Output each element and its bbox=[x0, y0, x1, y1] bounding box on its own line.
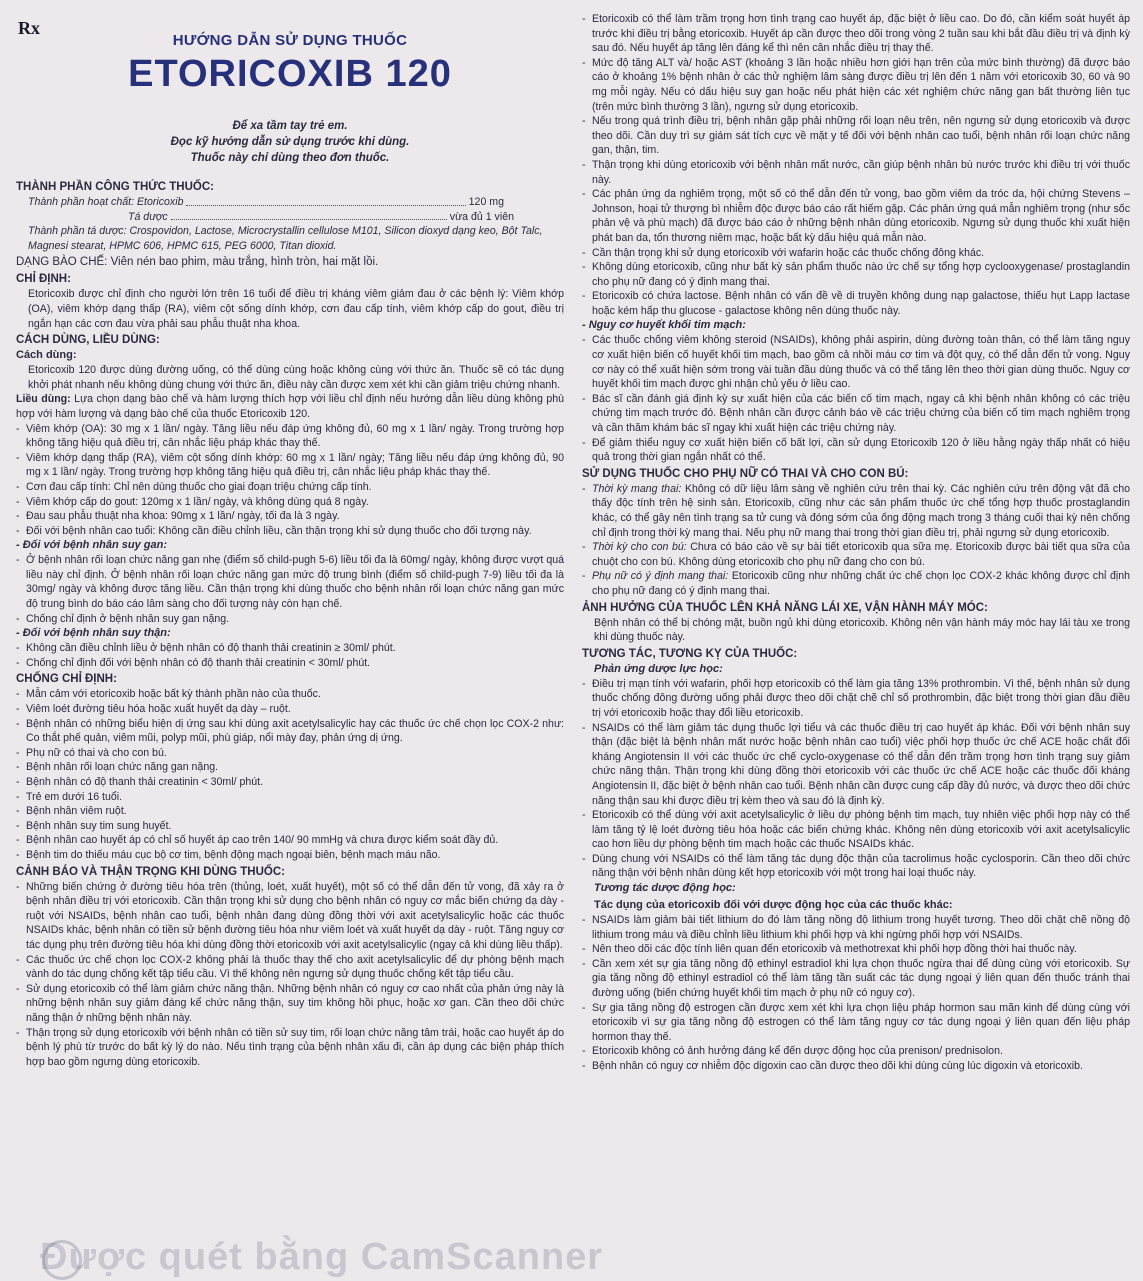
warning-line: Đọc kỹ hướng dẫn sử dụng trước khi dùng. bbox=[170, 136, 410, 148]
list-item bbox=[582, 333, 1130, 391]
cv-risk-title: - Nguy cơ huyết khối tim mạch: bbox=[582, 319, 746, 332]
list-item bbox=[16, 1026, 564, 1070]
list-item-text: Đối với bệnh nhân cao tuổi: Không cần điều chỉnh liều, cần thận trọng khi sử dụng thuốc cho đối tượng này. bbox=[26, 524, 532, 537]
bullet-dash: - bbox=[582, 290, 586, 303]
list-item bbox=[16, 775, 564, 790]
list-item-text: Thận trọng khi dùng etoricoxib với bệnh nhân mất nước, cần giúp bệnh nhân bù nước trước khi điều trị với thuốc này. bbox=[592, 158, 1130, 186]
safety-warnings bbox=[16, 118, 564, 166]
excipient-row bbox=[28, 210, 564, 225]
kidney-title: - Đối với bệnh nhân suy thận: bbox=[16, 627, 171, 640]
how-to-use-title: Cách dùng: bbox=[16, 349, 77, 362]
list-item-text: Chống chỉ định ở bệnh nhân suy gan nặng. bbox=[26, 612, 230, 625]
excipient-value: vừa đủ 1 viên bbox=[449, 210, 514, 223]
list-item-text: Mẫn cảm với etoricoxib hoặc bất kỳ thành phần nào của thuốc. bbox=[26, 688, 321, 701]
bullet-dash: - bbox=[582, 1001, 586, 1014]
list-item bbox=[16, 509, 564, 524]
list-item-text: Bác sĩ cần đánh giá định kỳ sự xuất hiện của các biến cố tim mạch, ngay cả khi bệnh nhân không có các triệu chứng tim mạch trước đó. Bệnh nhân cần được cảnh báo về các triệu chứng của biến cố tim mạch nghiêm trọng và cần thăm khám bác sĩ ngay khi xuất hiện các triệu chứng này. bbox=[592, 392, 1130, 435]
list-item-text: Các thuốc chống viêm không steroid (NSAIDs), không phải aspirin, dùng đường toàn thân, có thể làm tăng nguy cơ xuất hiện biến cố huyết khối tim mạch, bao gồm cả nhồi máu cơ tim và đột quỵ, có thể dẫn đến tử vong. Nguy cơ này có thể xuất hiện sớm trong vài tuần đầu dùng thuốc và có thể tăng lên theo thời gian dùng thuốc. Nguy cơ huyết khối tim mạch được ghi nhận chủ yếu ở liều cao. bbox=[592, 334, 1130, 391]
bullet-dash: - bbox=[16, 642, 20, 655]
indications-text: Etoricoxib được chỉ định cho người lớn trên 16 tuổi để điều trị kháng viêm giảm đau ở các bệnh lý: Viêm khớp (OA), viêm khớp dạng thấp (RA), viêm cột sống dính khớp, cơn đau cấp tính, viêm khớp cấp do gout, điều trị ngắn hạn các cơn đau vừa phải sau phẫu thuật nha khoa. bbox=[28, 288, 564, 330]
list-item-text: Bệnh nhân rối loạn chức năng gan nặng. bbox=[26, 761, 219, 774]
list-item bbox=[16, 804, 564, 819]
list-item-text: Cơn đau cấp tính: Chỉ nên dùng thuốc cho giai đoạn triệu chứng cấp tính. bbox=[26, 480, 372, 493]
bullet-dash: - bbox=[16, 703, 20, 716]
list-item-text: Thận trọng sử dụng etoricoxib với bệnh nhân có tiền sử suy tim, rối loạn chức năng tâm trái, hoặc cao huyết áp do bệnh lý phù từ trước do bất kỳ lý do nào. Nếu tình trạng của bệnh nhân xấu đi, cần áp dụng các biện pháp thích hợp bao gồm ngưng dùng etoricoxib. bbox=[26, 1026, 564, 1068]
list-item bbox=[582, 1001, 1130, 1045]
list-item bbox=[582, 808, 1130, 852]
list-item bbox=[582, 56, 1130, 114]
indications-title: CHỈ ĐỊNH: bbox=[16, 273, 71, 286]
list-item-body: Etoricoxib cũng như những chất ức chế chọn lọc COX-2 khác không được chỉ định cho phụ nữ đang có ý định mang thai. bbox=[592, 570, 1130, 597]
warning-line: Thuốc này chỉ dùng theo đơn thuốc. bbox=[190, 152, 390, 164]
list-item bbox=[16, 480, 564, 495]
bullet-dash: - bbox=[582, 570, 586, 583]
liver-list bbox=[16, 553, 564, 626]
list-item-text: Bệnh nhân viêm ruột. bbox=[26, 805, 127, 818]
dose-list bbox=[16, 422, 564, 539]
list-item-text: NSAIDs làm giảm bài tiết lithium do đó làm tăng nồng độ lithium trong huyết tương. Theo dõi chặt chẽ nồng độ lithium trong máu và điều chỉnh liều lithium khi phối hợp và khi ngừng phối hợp với NSAIDs. bbox=[592, 914, 1130, 941]
list-item-text: Bệnh nhân có nguy cơ nhiễm độc digoxin cao cần được theo dõi khi dùng cùng lúc digoxin và etoricoxib. bbox=[592, 1060, 1083, 1072]
composition-block bbox=[16, 195, 564, 253]
bullet-dash: - bbox=[16, 805, 20, 818]
list-item-text: Chống chỉ định đối với bệnh nhân có độ thanh thải creatinin < 30ml/ phút. bbox=[26, 656, 371, 669]
bullet-dash: - bbox=[16, 848, 20, 861]
list-item-text bbox=[592, 569, 1130, 598]
bullet-dash: - bbox=[582, 436, 586, 449]
dosing-title: CÁCH DÙNG, LIỀU DÙNG: bbox=[16, 334, 160, 347]
bullet-dash: - bbox=[16, 554, 20, 567]
list-item bbox=[16, 760, 564, 775]
list-item-text: Điều trị mạn tính với wafarin, phối hợp etoricoxib có thể làm gia tăng 13% prothrombin. Vì thế, bệnh nhân sử dụng thuốc chống đông đường uống phải được theo dõi chặt chẽ chỉ số prothrombin, đặc biệt trong thời gian đầu điều trị với etoricoxib hoặc thay đổi liều etoricoxib. bbox=[592, 677, 1130, 719]
list-item-text: Nên theo dõi các độc tính liên quan đến etoricoxib và methotrexat khi phối hợp đồng thời hai thuốc này. bbox=[592, 943, 1077, 956]
bullet-dash: - bbox=[16, 510, 20, 523]
list-item bbox=[16, 451, 564, 480]
list-item-text: Viêm loét đường tiêu hóa hoặc xuất huyết dạ dày – ruột. bbox=[26, 703, 291, 716]
list-item bbox=[582, 436, 1130, 465]
bullet-dash: - bbox=[16, 495, 20, 508]
dosage-form-text: DẠNG BÀO CHẾ: Viên nén bao phim, màu trắng, hình tròn, hai mặt lồi. bbox=[16, 256, 379, 269]
dosage-form bbox=[16, 255, 564, 270]
warning-line: Để xa tầm tay trẻ em. bbox=[232, 120, 348, 132]
list-item bbox=[582, 392, 1130, 436]
pd-title: Phản ứng dược lực học: bbox=[594, 662, 723, 675]
bullet-dash: - bbox=[16, 761, 20, 774]
bullet-dash: - bbox=[582, 188, 586, 201]
list-item bbox=[16, 612, 564, 627]
driving-title: ẢNH HƯỞNG CỦA THUỐC LÊN KHẢ NĂNG LÁI XE, VẬN HÀNH MÁY MÓC: bbox=[582, 601, 988, 614]
left-column bbox=[16, 12, 564, 1276]
list-item-text: Etoricoxib có thể làm trầm trọng hơn tình trạng cao huyết áp, đặc biệt ở liều cao. Do đó, cần kiểm soát huyết áp trước khi điều trị bằng etoricoxib. Huyết áp cần được theo dõi trong vòng 2 tuần sau khi bắt đầu điều trị và định kỳ sau đó. Nếu huyết áp tăng lên đáng kể thì nên cân nhắc điều trị thay thế. bbox=[592, 13, 1130, 55]
bullet-dash: - bbox=[582, 56, 586, 69]
bullet-dash: - bbox=[16, 776, 20, 788]
list-item bbox=[582, 677, 1130, 721]
interactions-title: TƯƠNG TÁC, TƯƠNG KỴ CỦA THUỐC: bbox=[582, 647, 798, 660]
list-item bbox=[16, 656, 564, 671]
list-item bbox=[16, 819, 564, 834]
list-item-text: Bệnh tim do thiếu máu cục bộ cơ tim, bệnh động mạch ngoại biên, bệnh mạch máu não. bbox=[26, 848, 441, 861]
list-item-text: Phụ nữ có thai và cho con bú. bbox=[26, 746, 167, 759]
list-item bbox=[16, 553, 564, 611]
bullet-dash: - bbox=[16, 524, 20, 537]
bullet-dash: - bbox=[582, 1060, 586, 1072]
list-item-text: Những biến chứng ở đường tiêu hóa trên (thủng, loét, xuất huyết), một số có thể dẫn đến tử vong, đã xảy ra ở bệnh nhân điều trị với etoricoxib. Cần thận trọng khi sử dụng cho bệnh nhân có nguy cơ mắc biến chứng dạ dày - ruột với NSAIDs, bệnh nhân cao tuổi, bệnh nhân đang dùng đồng thời với axit acetylsalicylic hoặc các thuốc NSAIDs khác, bệnh nhân có tiền sử bệnh đường tiêu hóa như viêm loét và xuất huyết dạ dày - ruột. Tăng nguy cơ tác dụng phụ trên đường tiêu hóa khi dùng đồng thời etoricoxib với axit acetylsalicylic (ngay cả khi dùng liều thấp). bbox=[26, 880, 564, 951]
dot-leader bbox=[186, 195, 465, 206]
bullet-dash: - bbox=[582, 158, 586, 171]
list-item bbox=[16, 524, 564, 539]
list-item bbox=[582, 569, 1130, 598]
bullet-dash: - bbox=[16, 422, 20, 435]
list-item bbox=[16, 422, 564, 451]
excipient-list: Thành phần tá dược: Crospovidon, Lactose, Microcrystallin cellulose M101, Silicon dioxyd dạng keo, Bột Talc, Magnesi stearat, HPMC 606, HPMC 615, PEG 6000, Titan dioxid. bbox=[28, 225, 543, 252]
list-item bbox=[16, 953, 564, 982]
warnings-list-left bbox=[16, 880, 564, 1070]
how-to-use-text: Etoricoxib 120 được dùng đường uống, có thể dùng cùng hoặc không cùng với thức ăn. Thuốc sẽ có tác dụng khởi phát nhanh nếu không dùng chung với thức ăn, điều này cần được xem xét khi cần giảm triệu chứng nhanh. bbox=[28, 364, 564, 391]
list-item-text: Dùng chung với NSAIDs có thể làm tăng tác dụng độc thận của tacrolimus hoặc cyclosporin. Cần theo dõi chức năng thận với bệnh nhân dùng kết hợp etoricoxib với một trong hai loại thuốc này. bbox=[592, 852, 1130, 880]
kidney-title-text: Đối với bệnh nhân suy thận: bbox=[22, 627, 171, 640]
dot-leader bbox=[171, 210, 447, 221]
bullet-dash: - bbox=[16, 790, 20, 803]
bullet-dash: - bbox=[582, 261, 586, 274]
liver-title-text: Đối với bệnh nhân suy gan: bbox=[22, 539, 168, 552]
list-item-text: Etoricoxib không có ảnh hưởng đáng kể đến dược động học của prenison/ prednisolon. bbox=[592, 1045, 1003, 1058]
list-item bbox=[16, 495, 564, 510]
bullet-dash: - bbox=[582, 943, 586, 956]
bullet-dash: - bbox=[582, 677, 586, 690]
bullet-dash: - bbox=[16, 982, 20, 995]
bullet-dash: - bbox=[16, 834, 20, 847]
bullet-dash: - bbox=[582, 721, 586, 734]
active-ingredient-value: 120 mg bbox=[468, 196, 504, 208]
list-item bbox=[582, 289, 1130, 318]
list-item-body: Chưa có báo cáo về sự bài tiết etoricoxib qua sữa mẹ. Etoricoxib được bài tiết qua sữa của chuột cho con bú. Không dùng etoricoxib cho phụ nữ đang cho con bú. bbox=[592, 541, 1130, 568]
list-item-text: Bệnh nhân có những biểu hiện dị ứng sau khi dùng axit acetylsalicylic hay các thuốc ức chế chọn lọc COX-2 như: Co thắt phế quản, viêm mũi, polyp mũi, phù giáp, nổi mày đay, phản ứng dị ứng. bbox=[26, 717, 564, 745]
list-item-text: Sử dụng etoricoxib có thể làm giảm chức năng thận. Những bệnh nhân có nguy cơ cao nhất của phản ứng này là những bệnh nhân suy giảm đáng kể chức năng thận, suy tim không hồi phục, hoặc xơ gan. Cần theo dõi chức năng thận ở những bệnh nhân này. bbox=[26, 982, 564, 1024]
bullet-dash: - bbox=[582, 914, 586, 927]
kidney-list bbox=[16, 641, 564, 670]
bullet-dash: - bbox=[16, 819, 20, 832]
list-item-text: Không dùng etoricoxib, cũng như bất kỳ sản phẩm thuốc nào ức chế sự tổng hợp cyclooxygenase/ prostaglandin cho phụ nữ đang có ý định mang thai. bbox=[592, 261, 1130, 288]
bullet-dash: - bbox=[582, 392, 586, 405]
bullet-dash: - bbox=[582, 482, 586, 495]
bullet-dash: - bbox=[16, 717, 20, 730]
bullet-dash: - bbox=[16, 880, 20, 893]
list-item-text: Các thuốc ức chế chọn lọc COX-2 không phải là thuốc thay thế cho axit acetylsalicylic để dự phòng bệnh mạch vành do tác dụng chống kết tập tiểu cầu. Vì thế không nên ngưng sử dụng thuốc chống kết tập tiểu cầu. bbox=[26, 953, 564, 981]
list-item-text: Etoricoxib có thể dùng với axit acetylsalicylic ở liều dự phòng bệnh tim mạch, tuy nhiên việc phối hợp này có thể làm tăng tỷ lệ loét đường tiêu hóa hoặc các biến chứng khác. Không nên dùng etoricoxib với axit acetylsalicylic cao hơn liều dự phòng bệnh tim mạch hoặc các thuốc NSAIDs khác. bbox=[592, 809, 1130, 851]
list-item bbox=[16, 848, 564, 863]
cv-risk-title-text: Nguy cơ huyết khối tim mạch: bbox=[588, 319, 746, 332]
bullet-dash: - bbox=[582, 541, 586, 554]
list-item-text: Không cần điều chỉnh liều ở bệnh nhân có độ thanh thải creatinin ≥ 30ml/ phút. bbox=[26, 642, 396, 655]
rx-label: Rx bbox=[18, 18, 40, 38]
bullet-dash: - bbox=[16, 451, 20, 464]
list-item-text: Bệnh nhân có độ thanh thải creatinin < 30ml/ phút. bbox=[26, 776, 264, 788]
bullet-dash: - bbox=[582, 13, 586, 25]
list-item bbox=[582, 246, 1130, 261]
list-item-text: Mức độ tăng ALT và/ hoặc AST (khoảng 3 lần hoặc nhiều hơn giới hạn trên của mức bình thường) đã được báo cáo ở khoảng 1% bệnh nhân ở các thử nghiệm lâm sàng được điều trị lên đến 1 năm với etoricoxib 30, 60 và 90 mg mỗi ngày. Nếu có dấu hiệu suy gan hoặc nếu phát hiện các xét nghiệm chức năng gan bất thường liên tục (trên mức bình thường 3 lần), ngưng sử dụng etoricoxib. bbox=[592, 56, 1130, 113]
list-item-text: Etoricoxib có chứa lactose. Bệnh nhân có vấn đề về di truyền không dung nạp galactose, thiếu hụt Lapp lactase hoặc kém hấp thu glucose - galactose không nên dùng thuốc này. bbox=[592, 290, 1130, 317]
contraindications-title: CHỐNG CHỈ ĐỊNH: bbox=[16, 673, 117, 686]
list-item bbox=[582, 187, 1130, 245]
list-item-text: Để giảm thiểu nguy cơ xuất hiện biến cố bất lợi, cần sử dụng Etoricoxib 120 ở liều hằng ngày thấp nhất có hiệu quả trong thời gian ngắn nhất có thể. bbox=[592, 436, 1130, 464]
active-ingredient-row bbox=[28, 195, 564, 210]
list-item bbox=[582, 1044, 1130, 1059]
list-item-text: Cần xem xét sự gia tăng nồng độ ethinyl estradiol khi lựa chọn thuốc ngừa thai để dùng cùng với etoricoxib. Sự gia tăng nồng độ ethinyl estradiol có thể làm tăng tần suất các tác dụng ngoại ý liên quan đến thuốc tránh thai đường uống (biến chứng huyết khối tim mạch ở phụ nữ có nguy cơ). bbox=[592, 957, 1130, 1000]
list-item-body: Không có dữ liệu lâm sàng về nghiên cứu trên thai kỳ. Các nghiên cứu trên động vật đã cho thấy độc tính trên hệ sinh sản. Etoricoxib, cũng như các sản phẩm thuốc ức chế tổng hợp thuốc prostaglandin khác, có thể gây nên tình trạng sa tử cung và đóng sớm của ống động mạch trong 3 tháng cuối thai kỳ nên chống chỉ định trong thời kỳ mang thai. Nếu phụ nữ mang thai trong thời gian điều trị, phải ngưng sử dụng etoricoxib. bbox=[592, 482, 1130, 539]
pk-list bbox=[582, 913, 1130, 1074]
contraindications-list bbox=[16, 687, 564, 862]
list-item bbox=[582, 260, 1130, 289]
pk-title: Tương tác dược động học: bbox=[594, 882, 736, 895]
list-item-label: Thời kỳ cho con bú: bbox=[592, 541, 687, 554]
list-item bbox=[582, 158, 1130, 187]
bullet-dash: - bbox=[16, 656, 20, 669]
list-item-text bbox=[592, 540, 1130, 569]
right-column bbox=[582, 12, 1130, 1276]
bullet-dash: - bbox=[16, 1026, 20, 1039]
list-item bbox=[16, 880, 564, 953]
driving-text: Bệnh nhân có thể bị chóng mặt, buồn ngủ khi dùng etoricoxib. Không nên vận hành máy móc hay lái tàu xe trong khi dùng thuốc này. bbox=[594, 616, 1130, 644]
list-item-text: Các phản ứng da nghiêm trọng, một số có thể dẫn đến tử vong, bao gồm viêm da tróc da, hội chứng Stevens – Johnson, hoại tử thượng bì nhiễm độc được báo cáo rất hiếm gặp. Các phản ứng quá mẫn nghiêm trọng (như sốc phản vệ và phù mạch) đã được báo cáo ở những bệnh nhân dùng etoricoxib. Ngưng sử dụng thuốc khi xuất hiện phát ban da, tổn thương niêm mạc, hoặc bất kỳ dấu hiệu quá mẫn nào. bbox=[592, 188, 1130, 244]
list-item-text: Đau sau phẫu thuật nha khoa: 90mg x 1 lần/ ngày, tối đa là 3 ngày. bbox=[26, 510, 340, 523]
bullet-dash: - bbox=[582, 246, 586, 259]
scanner-watermark: Được quét bằng CamScanner bbox=[40, 1236, 604, 1278]
list-item bbox=[582, 721, 1130, 809]
bullet-dash: - bbox=[582, 809, 586, 822]
list-item-text: Viêm khớp (OA): 30 mg x 1 lần/ ngày. Tăng liều nếu đáp ứng không đủ, 60 mg x 1 lần/ ngày. Trong trường hợp không tăng hiệu quả điều trị, cân nhắc liệu pháp khác thay thế. bbox=[26, 422, 564, 450]
warnings-title: CẢNH BÁO VÀ THẬN TRỌNG KHI DÙNG THUỐC: bbox=[16, 865, 285, 878]
dose-title: Liều dùng: bbox=[16, 393, 71, 406]
dose-text: Lựa chọn dạng bào chế và hàm lượng thích hợp với liều chỉ định nếu hướng dẫn liều dùng không phù hợp với hàm lượng và dạng bào chế của thuốc Etoricoxib 120. bbox=[16, 393, 564, 420]
list-item-text: Bệnh nhân cao huyết áp có chỉ số huyết áp cao trên 140/ 90 mmHg và chưa được kiểm soát đầy đủ. bbox=[26, 834, 499, 847]
list-item bbox=[16, 717, 564, 746]
warnings-list-right bbox=[582, 12, 1130, 318]
bullet-dash: - bbox=[16, 688, 20, 701]
active-ingredient-label: Thành phần hoạt chất: Etoricoxib bbox=[28, 196, 184, 208]
list-item-text bbox=[592, 482, 1130, 540]
list-item-text: Cần thận trọng khi sử dụng etoricoxib với wafarin hoặc các thuốc chống đông khác. bbox=[592, 246, 985, 259]
liver-title: - Đối với bệnh nhân suy gan: bbox=[16, 539, 168, 552]
pregnancy-title: SỬ DỤNG THUỐC CHO PHỤ NỮ CÓ THAI VÀ CHO CON BÚ: bbox=[582, 467, 909, 480]
list-item bbox=[582, 540, 1130, 569]
list-item bbox=[582, 942, 1130, 957]
document-header bbox=[16, 32, 564, 96]
list-item bbox=[16, 641, 564, 656]
bullet-dash: - bbox=[16, 612, 20, 625]
list-item-text: Trẻ em dưới 16 tuổi. bbox=[26, 790, 123, 803]
pk-subtitle: Tác dụng của etoricoxib đối với dược động học của các thuốc khác: bbox=[594, 899, 953, 912]
list-item-label: Thời kỳ mang thai: bbox=[592, 482, 682, 495]
list-item bbox=[16, 702, 564, 717]
list-item bbox=[582, 114, 1130, 158]
list-item bbox=[16, 790, 564, 805]
excipient-label: Tá dược bbox=[128, 210, 168, 223]
list-item-text: Viêm khớp dạng thấp (RA), viêm cột sống dính khớp: 60 mg x 1 lần/ ngày; Tăng liều nếu đáp ứng không đủ, 90 mg x 1 lần/ ngày. Trong trường hợp không tăng hiệu quả điều trị, cân nhắc liệu pháp khác thay thế. bbox=[26, 451, 564, 479]
bullet-dash: - bbox=[582, 334, 586, 347]
pregnancy-list bbox=[582, 482, 1130, 599]
pd-list bbox=[582, 677, 1130, 881]
bullet-dash: - bbox=[16, 480, 20, 493]
list-item bbox=[16, 982, 564, 1026]
bullet-dash: - bbox=[582, 115, 586, 128]
bullet-dash: - bbox=[16, 953, 20, 966]
list-item-text: NSAIDs có thể làm giảm tác dụng thuốc lợi tiểu và các thuốc điều trị cao huyết áp khác. Đối với bệnh nhân suy thận (đặc biệt là bệnh nhân mất nước hoặc bệnh nhân cao tuổi) việc phối hợp thuốc ức chế ACE hoặc chất đối kháng Angiotensin II với các thuốc ức chế cyclo-oxygenase có thể dẫn đến trầm trọng hơn tình trạng suy giảm chức năng thận. Thận trọng khi dùng đồng thời etoricoxib với các thuốc ức chế ACE hoặc các thuốc đối kháng Angiotensin II, đặc biệt ở bệnh nhân cao tuổi. Bệnh nhân cần được cung cấp đầy đủ nước, và được theo dõi chức năng thận sau khi được điều trị kèm theo và sau đó là định kỳ. bbox=[592, 721, 1130, 807]
dose-paragraph bbox=[16, 392, 564, 421]
list-item-text: Bệnh nhân suy tim sung huyết. bbox=[26, 819, 172, 832]
list-item-label: Phụ nữ có ý định mang thai: bbox=[592, 570, 729, 583]
bullet-dash: - bbox=[16, 746, 20, 759]
composition-title: THÀNH PHẦN CÔNG THỨC THUỐC: bbox=[16, 181, 214, 193]
product-name: ETORICOXIB 120 bbox=[128, 53, 452, 95]
bullet-dash: - bbox=[582, 1045, 586, 1058]
list-item bbox=[582, 957, 1130, 1001]
list-item bbox=[582, 482, 1130, 540]
list-item bbox=[582, 852, 1130, 881]
list-item bbox=[16, 746, 564, 761]
list-item bbox=[582, 913, 1130, 942]
list-item bbox=[582, 12, 1130, 56]
list-item bbox=[16, 833, 564, 848]
supertitle: HƯỚNG DẪN SỬ DỤNG THUỐC bbox=[172, 32, 408, 49]
list-item bbox=[16, 687, 564, 702]
list-item-text: Nếu trong quá trình điều trị, bệnh nhân gặp phải những rối loạn nêu trên, nên ngưng sử dụng etoricoxib và được theo dõi. Cần duy trì sự giám sát tích cực về mặt y tế đối với bệnh nhân cao tuổi, bệnh nhân rối loạn chức năng gan, thận, tim. bbox=[592, 115, 1130, 157]
list-item-text: Sự gia tăng nồng độ estrogen cần được xem xét khi lựa chọn liệu pháp hormon sau mãn kinh để dùng cùng với etoricoxib vì sự gia tăng nồng độ estrogen có thể làm tăng nguy cơ tác dụng ngoại ý liên quan đến liệu pháp hormon thay thế. bbox=[592, 1001, 1130, 1043]
list-item bbox=[582, 1059, 1130, 1074]
bullet-dash: - bbox=[582, 957, 586, 970]
list-item-text: Ở bệnh nhân rối loạn chức năng gan nhẹ (điểm số child-pugh 5-6) liều tối đa là 60mg/ ngày, không được vượt quá liều này chỉ định. Ở bệnh nhân rối loạn chức năng gan mức độ trung bình (điểm số child-pugh 7-9) liều tối đa là 30mg/ ngày và không được tăng liều. Cần thận trọng khi dùng thuốc cho bệnh nhân rối loạn chức năng gan mức độ trung bình do báo cáo lâm sàng cho đối tượng này còn hạn chế. bbox=[26, 554, 564, 611]
list-item-text: Viêm khớp cấp do gout: 120mg x 1 lần/ ngày, và không dùng quá 8 ngày. bbox=[26, 495, 369, 508]
cv-risk-list bbox=[582, 333, 1130, 464]
bullet-dash: - bbox=[582, 852, 586, 865]
